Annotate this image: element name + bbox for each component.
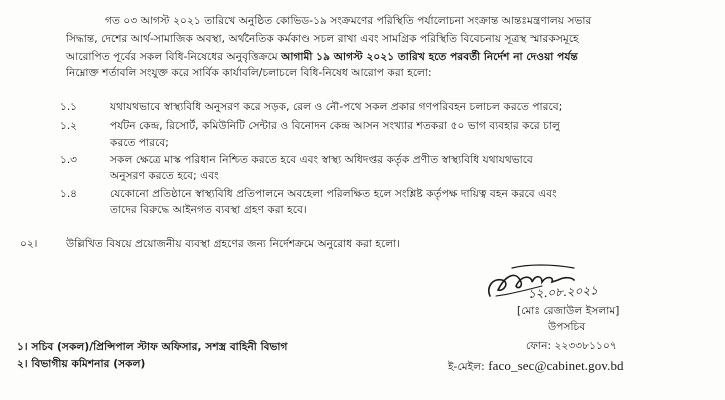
signatory-phone: ফোন: ২২৩৩৮১১০৭ xyxy=(526,340,617,352)
intro-line-4: নিম্নোক্ত শর্তাবলি সংযুক্ত করে সার্বিক কার্যাবলি/চলাচলে বিধি-নিষেধ আরোপ করা হলো: xyxy=(66,67,432,79)
item-text: যেকোনো প্রতিষ্ঠানে স্বাস্থ্যবিধি প্রতিপালনে অবহেলা পরিলক্ষিত হলে সংশ্লিষ্ট কর্তৃপক্ষ দায়িত্ব বহন করবে এবং xyxy=(110,188,557,200)
item-text: পর্যটন কেন্দ্র, রিসোর্ট, কমিউনিটি সেন্টার ও বিনোদন কেন্দ্র আসন সংখ্যার শতকরা ৫০ ভাগ ব্যবহার করে চালু xyxy=(110,120,560,132)
item-text: করতে পারবে; xyxy=(110,137,169,149)
intro-line-1: গত ০৩ আগস্ট ২০২১ তারিখে অনুষ্ঠিত কোভিড-১৯ সংক্রমণের পরিস্থিতি পর্যালোচনা সংক্রান্ত আন্তঃমন্ত্রণালয় সভার xyxy=(105,15,592,27)
item-text: অনুসরণ করতে হবে; এবং xyxy=(110,170,219,182)
signature-date: ১২.০৮.২০২১ xyxy=(527,283,599,301)
item-number: ১.১ xyxy=(60,101,77,113)
item-number: ১.৩ xyxy=(60,154,77,166)
intro-line-3-normal: আরোপিত পূর্বের সকল বিধি-নিষেধের অনুবৃত্তিক্রমে xyxy=(66,51,278,63)
signatory-designation: উপসচিব xyxy=(548,321,586,333)
email-address: faco_sec@cabinet.gov.bd xyxy=(488,358,624,373)
item-text: সকল ক্ষেত্রে মাস্ক পরিধান নিশ্চিত করতে হবে এবং স্বাস্থ্য অধিদপ্তর কর্তৃক প্রণীত স্বাস্থ্যবিধি যথাযথভাবে xyxy=(110,154,533,166)
email-label: ই-মেইল: xyxy=(448,361,485,373)
intro-line-2: সিদ্ধান্ত, দেশের আর্থ-সামাজিক অবস্থা, অর্থনৈতিক কর্মকাণ্ড সচল রাখা এবং সামগ্রিক পরিস্থিতি বিবেচনায় সূত্রস্থ স্মারকসমূহে xyxy=(66,33,579,45)
recipient-1: ১। সচিব (সকল)/প্রিন্সিপাল স্টাফ অফিসার, সশস্ত্র বাহিনী বিভাগ xyxy=(17,341,288,353)
intro-line-3 xyxy=(66,50,578,64)
para-2-number: ০২। xyxy=(20,238,38,250)
item-text: তাদের বিরুদ্ধে আইনগত ব্যবস্থা গ্রহণ করা হবে। xyxy=(110,204,307,216)
signatory-name: [মোঃ রেজাউল ইসলাম] xyxy=(517,305,620,317)
intro-line-3-bold: আগামী ১৯ আগস্ট ২০২১ তারিখ হতে পরবর্তী নির্দেশ না দেওয়া পর্যন্ত xyxy=(281,51,578,63)
item-number: ১.২ xyxy=(60,120,77,132)
signatory-email-row xyxy=(448,359,624,374)
item-number: ১.৪ xyxy=(60,188,77,200)
item-text: যথাযথভাবে স্বাস্থ্যবিধি অনুসরণ করে সড়ক, রেল ও নৌ-পথে সকল প্রকার গণপরিবহন চলাচল করতে পারবে; xyxy=(110,101,563,113)
para-2-text: উল্লিখিত বিষয়ে প্রয়োজনীয় ব্যবস্থা গ্রহণের জন্য নির্দেশক্রমে অনুরোধ করা হলো। xyxy=(66,238,401,250)
recipient-2: ২। বিভাগীয় কমিশনার (সকল) xyxy=(17,358,146,370)
